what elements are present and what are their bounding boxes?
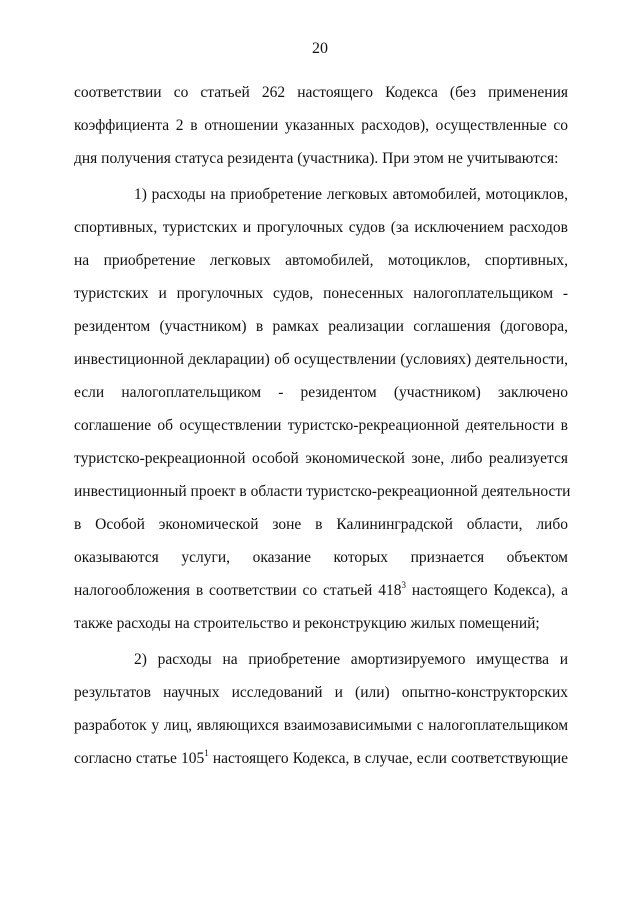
text-span: согласно статье 105: [74, 750, 205, 767]
text-line: 2) расходы на приобретение амортизируемого имущества и: [134, 651, 568, 668]
superscript: 3: [401, 580, 406, 590]
text-line: соответствии со статьей 262 настоящего Кодекса (без применения: [74, 84, 568, 101]
text-line: в Особой экономической зоне в Калининградской области, либо: [74, 516, 568, 533]
text-line: туристско-рекреационной особой экономической зоне, либо реализуется: [74, 450, 568, 467]
text-line: также расходы на строительство и реконструкцию жилых помещений;: [74, 615, 540, 632]
text-line: туристских и прогулочных судов, понесенных налогоплательщиком -: [74, 285, 568, 302]
text-line: разработок у лиц, являющихся взаимозависимыми с налогоплательщиком: [74, 717, 568, 734]
text-line: коэффициента 2 в отношении указанных расходов), осуществленные со: [74, 117, 568, 134]
text-line: результатов научных исследований и (или) опытно-конструкторских: [74, 684, 568, 701]
text-line: инвестиционный проект в области туристско-рекреационной деятельности: [74, 483, 571, 500]
text-span: настоящего Кодекса), а: [405, 582, 569, 599]
text-line: дня получения статуса резидента (участника). При этом не учитываются:: [74, 150, 559, 167]
text-line: [74, 742, 568, 775]
body-text: [74, 76, 571, 775]
text-line: резидентом (участником) в рамках реализации соглашения (договора,: [74, 318, 568, 335]
text-span: настоящего Кодекса, в случае, если соответствующие: [208, 750, 568, 767]
text-line: 1) расходы на приобретение легковых автомобилей, мотоциклов,: [134, 186, 568, 203]
text-line: оказываются услуги, оказание которых признается объектом: [74, 549, 568, 566]
text-line: на приобретение легковых автомобилей, мотоциклов, спортивных,: [74, 252, 568, 269]
text-line: соглашение об осуществлении туристско-рекреационной деятельности в: [74, 417, 568, 434]
text-line: спортивных, туристских и прогулочных судов (за исключением расходов: [74, 219, 568, 236]
text-span: налогообложения в соответствии со статьей 418: [74, 582, 402, 599]
text-line: если налогоплательщиком - резидентом (участником) заключено: [74, 384, 568, 401]
page-number: 20: [312, 40, 328, 57]
text-line: инвестиционной декларации) об осуществлении (условиях) деятельности,: [74, 351, 568, 368]
text-line: [74, 574, 568, 607]
superscript: 1: [204, 748, 209, 758]
